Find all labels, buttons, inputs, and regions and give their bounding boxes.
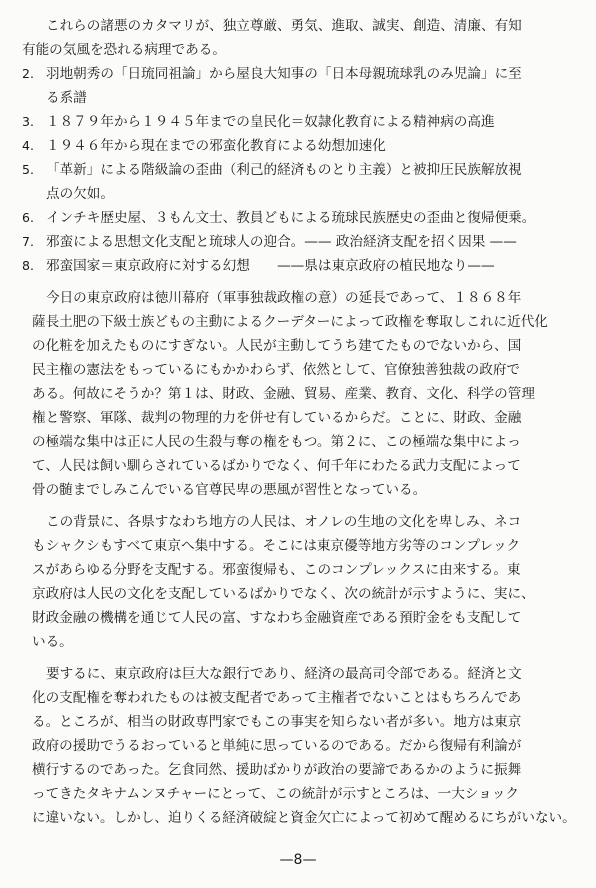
text-line: いる。	[32, 634, 73, 650]
text-line: 民主権の憲法をもっているにもかかわらず、依然として、官僚独善独裁の政府で	[32, 362, 521, 378]
list-item	[22, 254, 576, 278]
body-paragraph	[22, 510, 576, 654]
intro-paragraph	[22, 14, 576, 62]
list-item	[22, 134, 576, 158]
body-paragraph	[22, 662, 576, 830]
body-paragraph	[22, 286, 576, 502]
list-number: 3.	[22, 114, 34, 129]
list-item	[22, 62, 576, 86]
text-line: 今日の東京政府は徳川幕府（軍事独裁政権の意）の延長であって、１８６８年	[46, 290, 522, 306]
text-line: 財政金融の機構を通じて人民の富、すなわち金融資産である預貯金をも支配して	[32, 610, 522, 626]
text-line: 京政府は人民の文化を支配しているばかりでなく、次の統計が示すように、実に、	[32, 586, 535, 602]
list-item	[22, 110, 576, 134]
text-line: に違いない。しかし、迫りくる経済破綻と資金欠亡によって初めて醒めるにちがいない。	[32, 810, 576, 826]
text-line: て、人民は飼い馴らされているばかりでなく、何千年にわたる武力支配によって	[32, 458, 521, 474]
list-number: 8.	[22, 258, 34, 273]
list-item-continuation: る系譜	[46, 90, 87, 106]
list-text: インチキ歴史屋、３もん文士、教員どもによる琉球民族歴史の歪曲と復帰便乗。	[46, 210, 536, 226]
list-text: 邪蛮国家＝東京政府に対する幻想 ——県は東京政府の植民地なり——	[46, 258, 495, 274]
text-line: の極端な集中は正に人民の生殺与奪の権をもつ。第２に、この極端な集中によっ	[32, 434, 521, 450]
list-text: １９４６年から現在までの邪蛮化教育による幼想加速化	[46, 138, 386, 154]
list-item	[22, 230, 576, 254]
text-line: この背景に、各県すなわち地方の人民は、オノレの生地の文化を卑しみ、ネコ	[46, 514, 522, 530]
text-line: 政府の援助でうるおっていると単純に思っているのである。だから復帰有利論が	[32, 738, 522, 754]
list-number: 6.	[22, 210, 34, 225]
text-line: 要するに、東京政府は巨大な銀行であり、経済の最高司令部である。経済と文	[46, 666, 522, 682]
text-line: 有能の気風を恐れる病理である。	[22, 42, 226, 58]
text-line: 横行するのであった。乞食同然、援助ばかりが政治の要諦であるかのように振舞	[32, 762, 522, 778]
text-line: 骨の髄までしみこんでいる官尊民卑の悪風が習性となっている。	[32, 482, 427, 498]
page-number: —8—	[279, 852, 317, 868]
list-item	[22, 158, 576, 182]
text-line: の化粧を加えたものにすぎない。人民が主動してうち建てたものでないから、国	[32, 338, 522, 354]
text-line: スがあらゆる分野を支配する。邪蛮復帰も、このコンプレックスに由来する。東	[32, 562, 521, 578]
list-number: 7.	[22, 234, 34, 249]
list-number: 5.	[22, 162, 34, 177]
numbered-list	[22, 62, 576, 278]
list-number: 4.	[22, 138, 34, 153]
text-line: 権と警察、軍隊、裁判の物理的力を併せ有しているからだ。ことに、財政、金融	[32, 410, 522, 426]
text-line: る。ところが、相当の財政専門家でもこの事実を知らない者が多い。地方は東京	[32, 714, 522, 730]
text-line: ってきたタキナムンヌチャーにとって、この統計が示すところは、一大ショック	[32, 786, 519, 802]
list-number: 2.	[22, 66, 34, 81]
list-text: 羽地朝秀の「日琉同祖論」から屋良大知事の「日本母親琉球乳のみ児論」に至	[46, 66, 522, 82]
list-item-continuation: 点の欠如。	[46, 186, 114, 202]
text-line: これらの諸悪のカタマリが、独立尊厳、勇気、進取、誠実、創造、清廉、有知	[46, 18, 522, 34]
text-line: もシャクシもすべて東京へ集中する。そこには東京優等地方劣等のコンプレック	[32, 538, 521, 554]
text-line: 薩長土肥の下級士族どもの主動によるクーデターによって政権を奪取しこれに近代化	[32, 314, 548, 330]
list-item	[22, 206, 576, 230]
list-text: １８７９年から１９４５年までの皇民化＝奴隷化教育による精神病の高進	[46, 114, 495, 130]
list-text: 邪蛮による思想文化支配と琉球人の迎合。—— 政治経済支配を招く因果 ——	[46, 234, 517, 250]
text-line: 化の支配権を奪われたものは被支配者であって主権者でないことはもちろんであ	[32, 690, 522, 706]
text-line: ある。何故にそうか？第１は、財政、金融、貿易、産業、教育、文化、科学の管理	[32, 386, 535, 402]
list-text: 「革新」による階級論の歪曲（利己的経済ものとり主義）と被抑圧民族解放視	[46, 162, 522, 178]
